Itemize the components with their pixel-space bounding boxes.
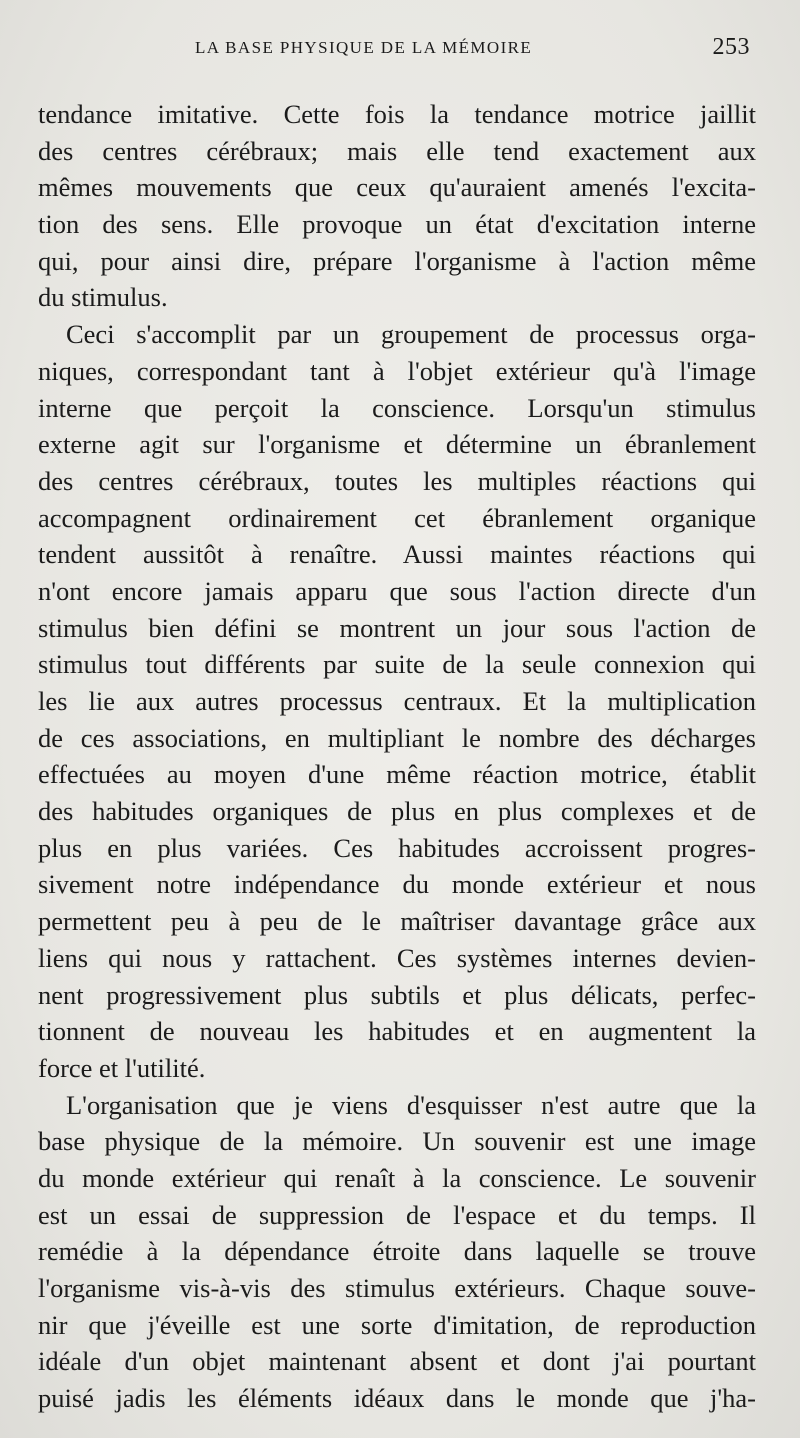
text-line: niques, correspondant tant à l'objet extérieur qu'à l'image: [38, 355, 756, 386]
text-line: effectuées au moyen d'une même réaction motrice, établit: [38, 759, 756, 790]
text-line: du monde extérieur qui renaît à la conscience. Le souvenir: [38, 1162, 756, 1193]
text-line: des centres cérébraux, toutes les multiples réactions qui: [38, 465, 756, 496]
text-line: externe agit sur l'organisme et détermine un ébranlement: [38, 429, 756, 460]
text-line: idéale d'un objet maintenant absent et dont j'ai pourtant: [38, 1346, 756, 1377]
text-line: liens qui nous y rattachent. Ces systèmes internes devien-: [38, 942, 756, 973]
text-line: base physique de la mémoire. Un souvenir est une image: [38, 1126, 756, 1157]
text-line: des habitudes organiques de plus en plus complexes et de: [38, 796, 756, 827]
text-line: est un essai de suppression de l'espace et du temps. Il: [38, 1199, 756, 1230]
running-title: LA BASE PHYSIQUE DE LA MÉMOIRE: [195, 38, 533, 57]
text-line: tion des sens. Elle provoque un état d'excitation interne: [38, 209, 756, 240]
text-line: du stimulus.: [38, 282, 168, 313]
text-line: remédie à la dépendance étroite dans laquelle se trouve: [38, 1236, 756, 1267]
text-line: puisé jadis les éléments idéaux dans le monde que j'ha-: [38, 1383, 756, 1414]
text-line: n'ont encore jamais apparu que sous l'action directe d'un: [38, 575, 756, 606]
text-line: tionnent de nouveau les habitudes et en augmentent la: [38, 1016, 756, 1047]
running-head: [195, 34, 750, 64]
text-line: nent progressivement plus subtils et plus délicats, perfec-: [38, 979, 756, 1010]
text-line: mêmes mouvements que ceux qu'auraient amenés l'excita-: [38, 172, 756, 203]
text-line: tendance imitative. Cette fois la tendance motrice jaillit: [38, 99, 756, 129]
text-line: interne que perçoit la conscience. Lorsqu'un stimulus: [38, 392, 756, 423]
text-line: permettent peu à peu de le maîtriser davantage grâce aux: [38, 906, 756, 937]
text-line: des centres cérébraux; mais elle tend exactement aux: [38, 135, 756, 166]
text-line: sivement notre indépendance du monde extérieur et nous: [38, 869, 756, 900]
text-line: qui, pour ainsi dire, prépare l'organisme à l'action même: [38, 245, 756, 276]
text-line: accompagnent ordinairement cet ébranlement organique: [38, 502, 756, 533]
text-line: plus en plus variées. Ces habitudes accroissent progres-: [38, 832, 756, 863]
page-number: 253: [712, 34, 750, 60]
text-line: Ceci s'accomplit par un groupement de processus orga-: [66, 319, 756, 350]
text-line: l'organisme vis-à-vis des stimulus extérieurs. Chaque souve-: [38, 1273, 756, 1303]
text-line: force et l'utilité.: [38, 1052, 206, 1083]
text-line: nir que j'éveille est une sorte d'imitation, de reproduction: [38, 1309, 756, 1340]
text-line: de ces associations, en multipliant le nombre des décharges: [38, 722, 756, 753]
body-text: [38, 96, 756, 1417]
text-line: les lie aux autres processus centraux. Et la multiplication: [38, 686, 756, 716]
text-line: L'organisation que je viens d'esquisser n'est autre que la: [66, 1089, 756, 1120]
text-line: stimulus tout différents par suite de la seule connexion qui: [38, 649, 756, 680]
text-line: tendent aussitôt à renaître. Aussi maintes réactions qui: [38, 539, 756, 570]
text-line: stimulus bien défini se montrent un jour sous l'action de: [38, 612, 756, 643]
